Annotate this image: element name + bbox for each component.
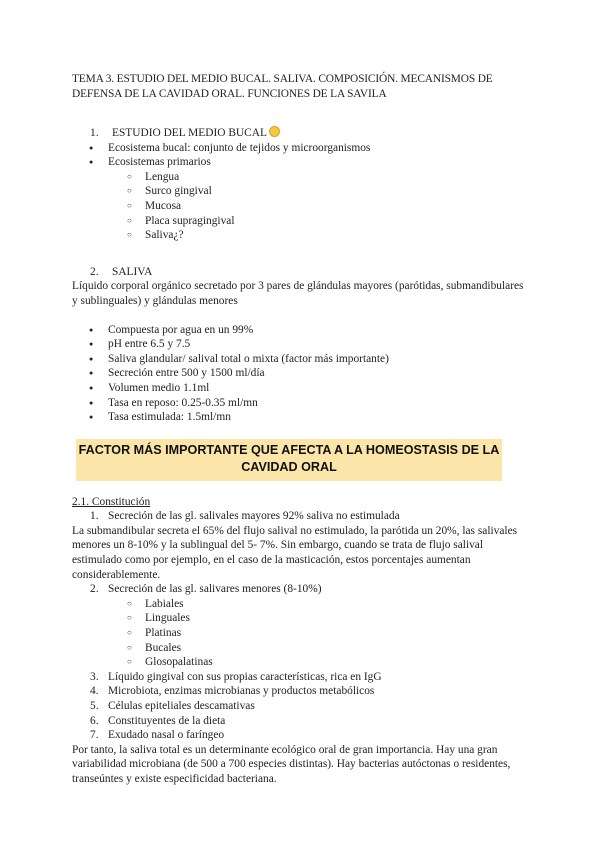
section-2-heading [90,265,532,280]
section-1-bullets [72,141,532,170]
list-item: ○ Lengua [72,170,532,185]
list-item: ● Ecosistemas primarios [72,155,532,170]
list-item: 1. Secreción de las gl. salivales mayores 92% saliva no estimulada [90,510,400,523]
saliva-bullets [72,323,532,425]
list-item: 5. Células epiteliales descamativas [90,700,255,712]
list-item: 4. Microbiota, enzimas microbianas y productos metabólicos [90,685,375,698]
list-item: ○ Saliva¿? [72,228,532,243]
list-item: ○ Placa supragingival [72,214,532,229]
constitution-list-3 [72,670,532,743]
minor-glands-sublist [72,597,532,670]
highlight-banner: FACTOR MÁS IMPORTANTE QUE AFECTA A LA HOMEOSTASIS DE LA CAVIDAD ORAL [76,439,502,481]
ecosystems-sublist [72,170,532,243]
list-item: 3. Líquido gingival con sus propias características, rica en IgG [90,670,382,683]
list-item: ● Secreción entre 500 y 1500 ml/día [72,366,532,381]
list-item: ○ Glosopalatinas [72,655,532,670]
section-1-label: ESTUDIO DEL MEDIO BUCAL [112,127,267,139]
document-title: TEMA 3. ESTUDIO DEL MEDIO BUCAL. SALIVA. COMPOSICIÓN. MECANISMOS DE DEFENSA DE LA CAVIDAD ORAL. FUNCIONES DE LA SAVILA [72,73,493,100]
list-item: ○ Bucales [72,641,532,656]
list-item: 7. Exudado nasal o faríngeo [90,729,225,742]
constitution-list-2 [72,582,532,597]
subsection-heading: 2.1. Constitución [72,495,151,508]
constitution-list-1 [72,509,532,524]
section-1-number: 1. [90,127,99,139]
list-item: ○ Mucosa [72,199,532,214]
section-2-number: 2. [90,265,99,278]
saliva-intro: Líquido corporal orgánico secretado por 3 pares de glándulas mayores (parótidas, submandibulares y sublinguales) y glándulas menores [72,280,524,307]
list-item: ● Ecosistema bucal: conjunto de tejidos y microorganismos [72,141,532,156]
list-item: ○ Labiales [72,597,532,612]
list-item: 6. Constituyentes de la dieta [90,714,226,727]
secretion-paragraph: La submandibular secreta el 65% del flujo salival no estimulado, la parótida un 20%, las salivales menores un 8-10% y la sublingual del 5- 7%. Sin embargo, cuando se trata de flujo salival estimulado como por ejemplo, en el caso de la masticación, estos porcentajes aumentan considerablemente. [72,524,518,581]
document-page [72,72,532,787]
section-1-heading [90,126,532,141]
list-item: ○ Platinas [72,626,532,641]
list-item: ● Volumen medio 1.1ml [72,381,532,396]
yawning-face-icon [269,126,280,137]
list-item: ○ Surco gingival [72,184,532,199]
list-item: ○ Linguales [72,611,532,626]
list-item: ● pH entre 6.5 y 7.5 [72,337,532,352]
list-item: ● Compuesta por agua en un 99% [72,323,532,338]
section-2-label: SALIVA [112,265,153,278]
list-item: ● Tasa estimulada: 1.5ml/mn [72,410,532,425]
conclusion-paragraph: Por tanto, la saliva total es un determinante ecológico oral de gran importancia. Hay una gran variabilidad microbiana (de 500 a 700 especies distintas). Hay bacterias autóctonas o residentes, transeúntes y existe especificidad bacteriana. [72,743,511,785]
list-item: ● Saliva glandular/ salival total o mixta (factor más importante) [72,352,532,367]
list-item: ● Tasa en reposo: 0.25-0.35 ml/mn [72,396,532,411]
list-item: 2. Secreción de las gl. salivares menores (8-10%) [90,583,322,596]
